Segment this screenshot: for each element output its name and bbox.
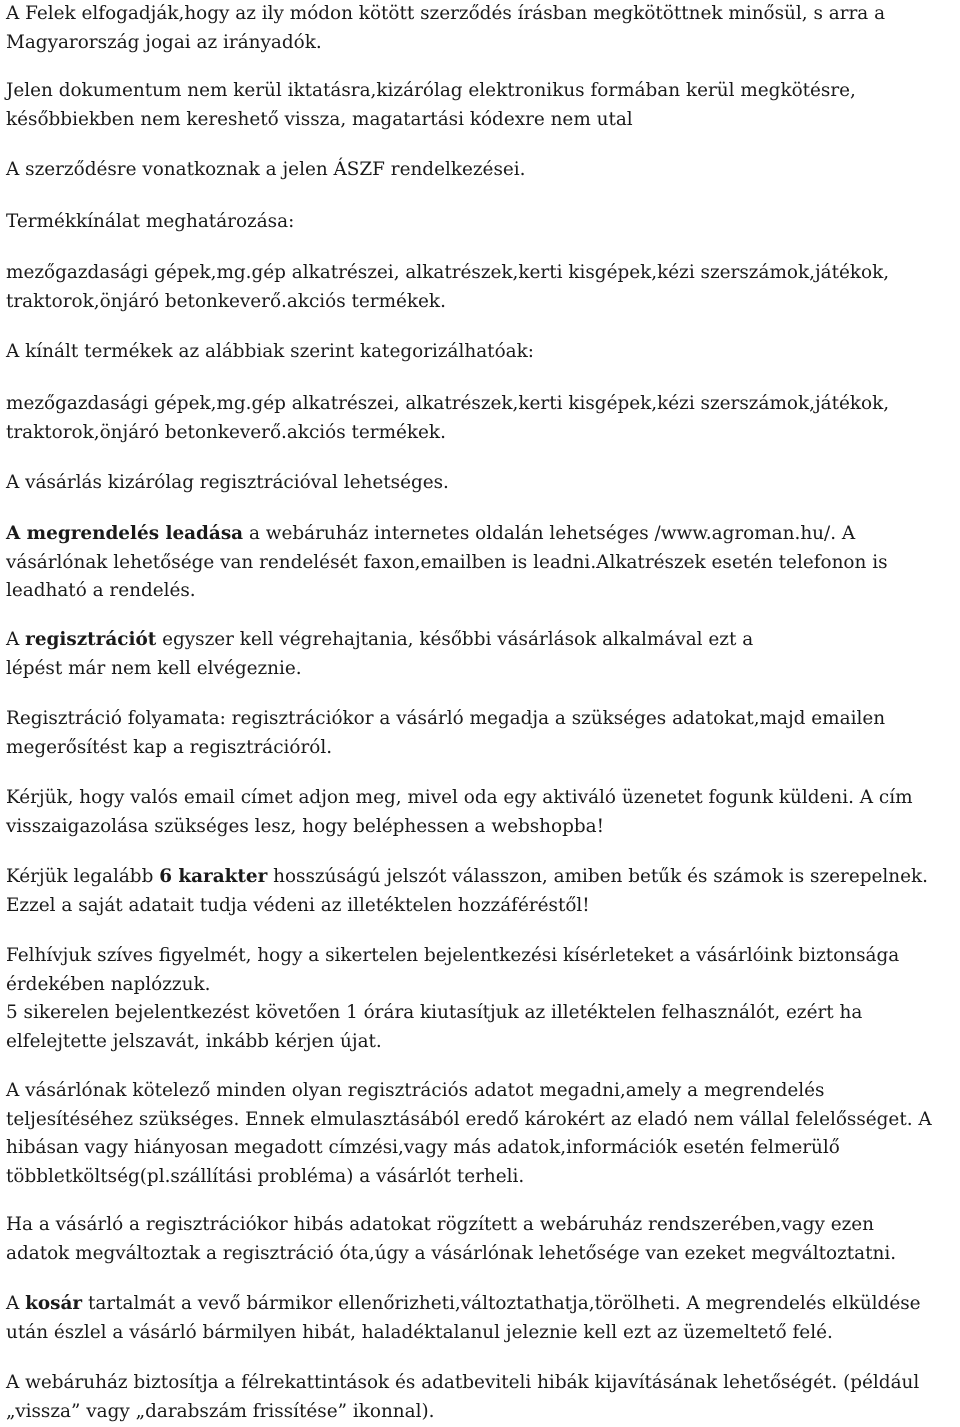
text-line: A megrendelés leadása a webáruház internetes oldalán lehetséges /www.agroman.hu/. A <box>6 523 856 544</box>
paragraph-error-correction <box>6 1369 958 1426</box>
heading-product-offer <box>6 208 958 237</box>
paragraph-registration-once <box>6 626 958 683</box>
bold-term: 6 karakter <box>159 866 268 887</box>
paragraph-login-logging <box>6 942 958 1056</box>
paragraph-category-list <box>6 390 958 447</box>
paragraph-password-rules <box>6 863 958 920</box>
paragraph-aszf-applies <box>6 156 958 185</box>
paragraph-product-list <box>6 259 958 316</box>
text-line: megerősítést kap a regisztrációról. <box>6 736 333 758</box>
text-line: A kínált termékek az alábbiak szerint kategorizálhatóak: <box>6 341 534 362</box>
text-line: 5 sikerelen bejelentkezést követően 1 órára kiutasítjuk az illetéktelen felhasználót, ezért ha <box>6 1002 863 1024</box>
text-line: A regisztrációt egyszer kell végrehajtania, későbbi vásárlások alkalmával ezt a <box>6 629 754 650</box>
bold-term: kosár <box>25 1293 83 1314</box>
text-line: A vásárlónak kötelező minden olyan regisztrációs adatot megadni,amely a megrendelés <box>6 1080 825 1101</box>
bold-term: A megrendelés leadása <box>6 523 244 544</box>
paragraph-cart <box>6 1290 958 1347</box>
heading-product-categories <box>6 338 958 367</box>
text-line: mezőgazdasági gépek,mg.gép alkatrészei, alkatrészek,kerti kisgépek,kézi szerszámok,játékok, <box>6 262 890 283</box>
text-line: A webáruház biztosítja a félrekattintások és adatbeviteli hibák kijavításának lehetőségét. (például <box>6 1372 920 1393</box>
text-line: Kérjük, hogy valós email címet adjon meg, mivel oda egy aktiváló üzenetet fogunk küldeni. A cím <box>6 787 913 808</box>
text-line: elfelejtette jelszavát, inkább kérjen újat. <box>6 1030 382 1052</box>
text-line: Ezzel a saját adatait tudja védeni az illetéktelen hozzáféréstől! <box>6 894 590 916</box>
paragraph-electronic-contract <box>6 77 958 134</box>
text-line: teljesítéséhez szükséges. Ennek elmulasztásából eredő károkért az eladó nem vállal felelősséget. A <box>6 1108 932 1130</box>
text-line: többletköltség(pl.szállítási probléma) a vásárlót terheli. <box>6 1165 525 1187</box>
text-line: traktorok,önjáró betonkeverő.akciós termékek. <box>6 421 446 443</box>
text-line: Jelen dokumentum nem kerül iktatásra,kizárólag elektronikus formában kerül megkötésre, <box>6 80 856 101</box>
text-line: későbbiekben nem kereshető vissza, magatartási kódexre nem utal <box>6 108 633 130</box>
text-line: A kosár tartalmát a vevő bármikor ellenőrizheti,változtathatja,törölheti. A megrendelés elküldése <box>6 1293 921 1314</box>
text-line: vásárlónak lehetősége van rendelését faxon,emailben is leadni.Alkatrészek esetén telefonon is <box>6 551 888 573</box>
text-line: A Felek elfogadják,hogy az ily módon kötött szerződés írásban megkötöttnek minősül, s arra a <box>6 3 886 24</box>
paragraph-mandatory-data <box>6 1077 958 1191</box>
text-line: Kérjük legalább 6 karakter hosszúságú jelszót válasszon, amiben betűk és számok is szerepelnek. <box>6 866 928 887</box>
text-line: Felhívjuk szíves figyelmét, hogy a sikertelen bejelentkezési kísérleteket a vásárlóink biztonsága <box>6 945 900 966</box>
text-line: lépést már nem kell elvégeznie. <box>6 657 302 679</box>
text-line: Regisztráció folyamata: regisztrációkor a vásárló megadja a szükséges adatokat,majd emailen <box>6 708 886 729</box>
paragraph-registration-process <box>6 705 958 762</box>
paragraph-data-changes <box>6 1211 958 1268</box>
text-line: „vissza” vagy „darabszám frissítése” ikonnal). <box>6 1400 435 1422</box>
text-line: leadható a rendelés. <box>6 580 196 602</box>
text-line: adatok megváltoztak a regisztráció óta,úgy a vásárlónak lehetősége van ezeket megváltoztatni. <box>6 1242 897 1264</box>
paragraph-valid-email <box>6 784 958 841</box>
text-line: traktorok,önjáró betonkeverő.akciós termékek. <box>6 290 446 312</box>
text-line: mezőgazdasági gépek,mg.gép alkatrészei, alkatrészek,kerti kisgépek,kézi szerszámok,játékok, <box>6 393 890 414</box>
text-line: érdekében naplózzuk. <box>6 973 211 995</box>
paragraph-governing-law <box>6 0 958 57</box>
text-line: visszaigazolása szükséges lesz, hogy beléphessen a webshopba! <box>6 815 604 837</box>
text-line: Termékkínálat meghatározása: <box>6 211 295 232</box>
bold-term: regisztrációt <box>25 629 157 650</box>
text-line: után észlel a vásárló bármilyen hibát, haladéktalanul jeleznie kell ezt az üzemeltető felé. <box>6 1321 833 1343</box>
text-line: Magyarország jogai az irányadók. <box>6 31 322 53</box>
text-line: A szerződésre vonatkoznak a jelen ÁSZF rendelkezései. <box>6 159 526 180</box>
paragraph-registration-required <box>6 469 958 498</box>
text-line: Ha a vásárló a regisztrációkor hibás adatokat rögzített a webáruház rendszerében,vagy ezen <box>6 1214 875 1235</box>
text-line: A vásárlás kizárólag regisztrációval lehetséges. <box>6 472 449 493</box>
text-line: hibásan vagy hiányosan megadott címzési,vagy más adatok,információk esetén felmerülő <box>6 1137 840 1159</box>
paragraph-order-placement <box>6 520 958 606</box>
